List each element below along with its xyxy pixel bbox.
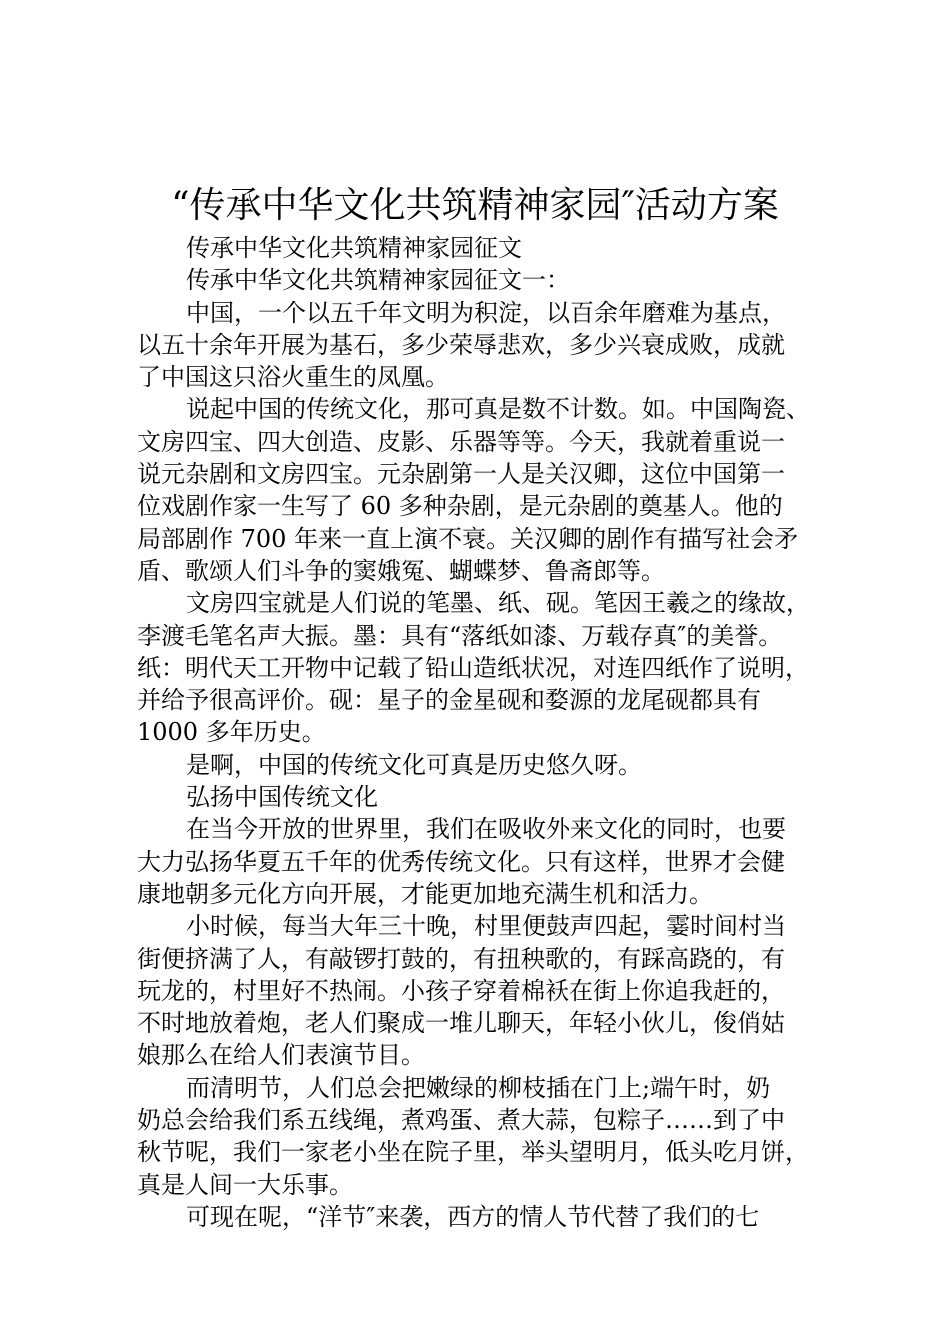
text-line: 李渡毛笔名声大振。墨：具有“落纸如漆、万载存真″的美誉。 xyxy=(137,621,783,650)
text-line: 了中国这只浴火重生的凤凰。 xyxy=(137,363,449,392)
text-line: 大力弘扬华夏五千年的优秀传统文化。只有这样，世界才会健 xyxy=(137,847,785,876)
text-line: 是啊，中国的传统文化可真是历史悠久呀。 xyxy=(186,750,642,779)
text-line: 位戏剧作家一生写了 60 多种杂剧，是元杂剧的奠基人。他的 xyxy=(137,492,783,521)
text-line: 传承中华文化共筑精神家园征文 xyxy=(186,234,522,262)
document-body xyxy=(137,232,837,1233)
text-line: 不时地放着炮，老人们聚成一堆儿聊天，年轻小伙儿，俊俏姑 xyxy=(137,1009,785,1038)
text-line: 文房四宝就是人们说的笔墨、纸、砚。笔因王羲之的缘故， xyxy=(186,589,810,618)
text-line: 在当今开放的世界里，我们在吸收外来文化的同时，也要 xyxy=(186,815,786,844)
text-line: 纸：明代天工开物中记载了铅山造纸状况，对连四纸作了说明， xyxy=(137,653,809,682)
text-line: 秋节呢，我们一家老小坐在院子里，举头望明月，低头吃月饼， xyxy=(137,1138,809,1167)
text-line: 局部剧作 700 年来一直上演不衰。关汉卿的剧作有描写社会矛 xyxy=(137,524,799,553)
text-line: 玩龙的，村里好不热闹。小孩子穿着棉袄在街上你追我赶的， xyxy=(137,976,785,1005)
text-line: 并给予很高评价。砚：星子的金星砚和婺源的龙尾砚都具有 xyxy=(137,686,761,715)
text-line: 文房四宝、四大创造、皮影、乐器等等。今天，我就着重说一 xyxy=(137,427,785,456)
text-line: 1000 多年历史。 xyxy=(137,718,326,747)
text-line: 康地朝多元化方向开展，才能更加地充满生机和活力。 xyxy=(137,879,713,908)
text-line: 说起中国的传统文化，那可真是数不计数。如。中国陶瓷、 xyxy=(186,395,810,424)
text-line: 真是人间一大乐事。 xyxy=(137,1170,353,1199)
text-line: 小时候，每当大年三十晚，村里便鼓声四起，霎时间村当 xyxy=(186,912,786,941)
text-line: 娘那么在给人们表演节目。 xyxy=(137,1041,425,1070)
text-line: 而清明节，人们总会把嫩绿的柳枝插在门上;端午时，奶 xyxy=(186,1073,771,1102)
text-line: 说元杂剧和文房四宝。元杂剧第一人是关汉卿，这位中国第一 xyxy=(137,460,785,489)
text-line: 弘扬中国传统文化 xyxy=(186,783,378,812)
text-line: 可现在呢，“洋节″来袭，西方的情人节代替了我们的七 xyxy=(186,1202,760,1231)
text-line: 中国，一个以五千年文明为积淀，以百余年磨难为基点， xyxy=(186,298,786,327)
text-line: 盾、歌颂人们斗争的窦娥冤、蝴蝶梦、鲁斋郎等。 xyxy=(137,556,665,585)
text-line: 以五十余年开展为基石，多少荣辱悲欢，多少兴衰成败，成就 xyxy=(137,330,785,359)
text-line: 奶总会给我们系五线绳，煮鸡蛋、煮大蒜，包粽子……到了中 xyxy=(137,1106,785,1135)
text-line: 街便挤满了人，有敲锣打鼓的，有扭秧歌的，有踩高跷的，有 xyxy=(137,944,785,973)
text-line: 传承中华文化共筑精神家园征文一： xyxy=(186,266,570,295)
document-title: “传承中华文化共筑精神家园″活动方案 xyxy=(171,185,779,226)
